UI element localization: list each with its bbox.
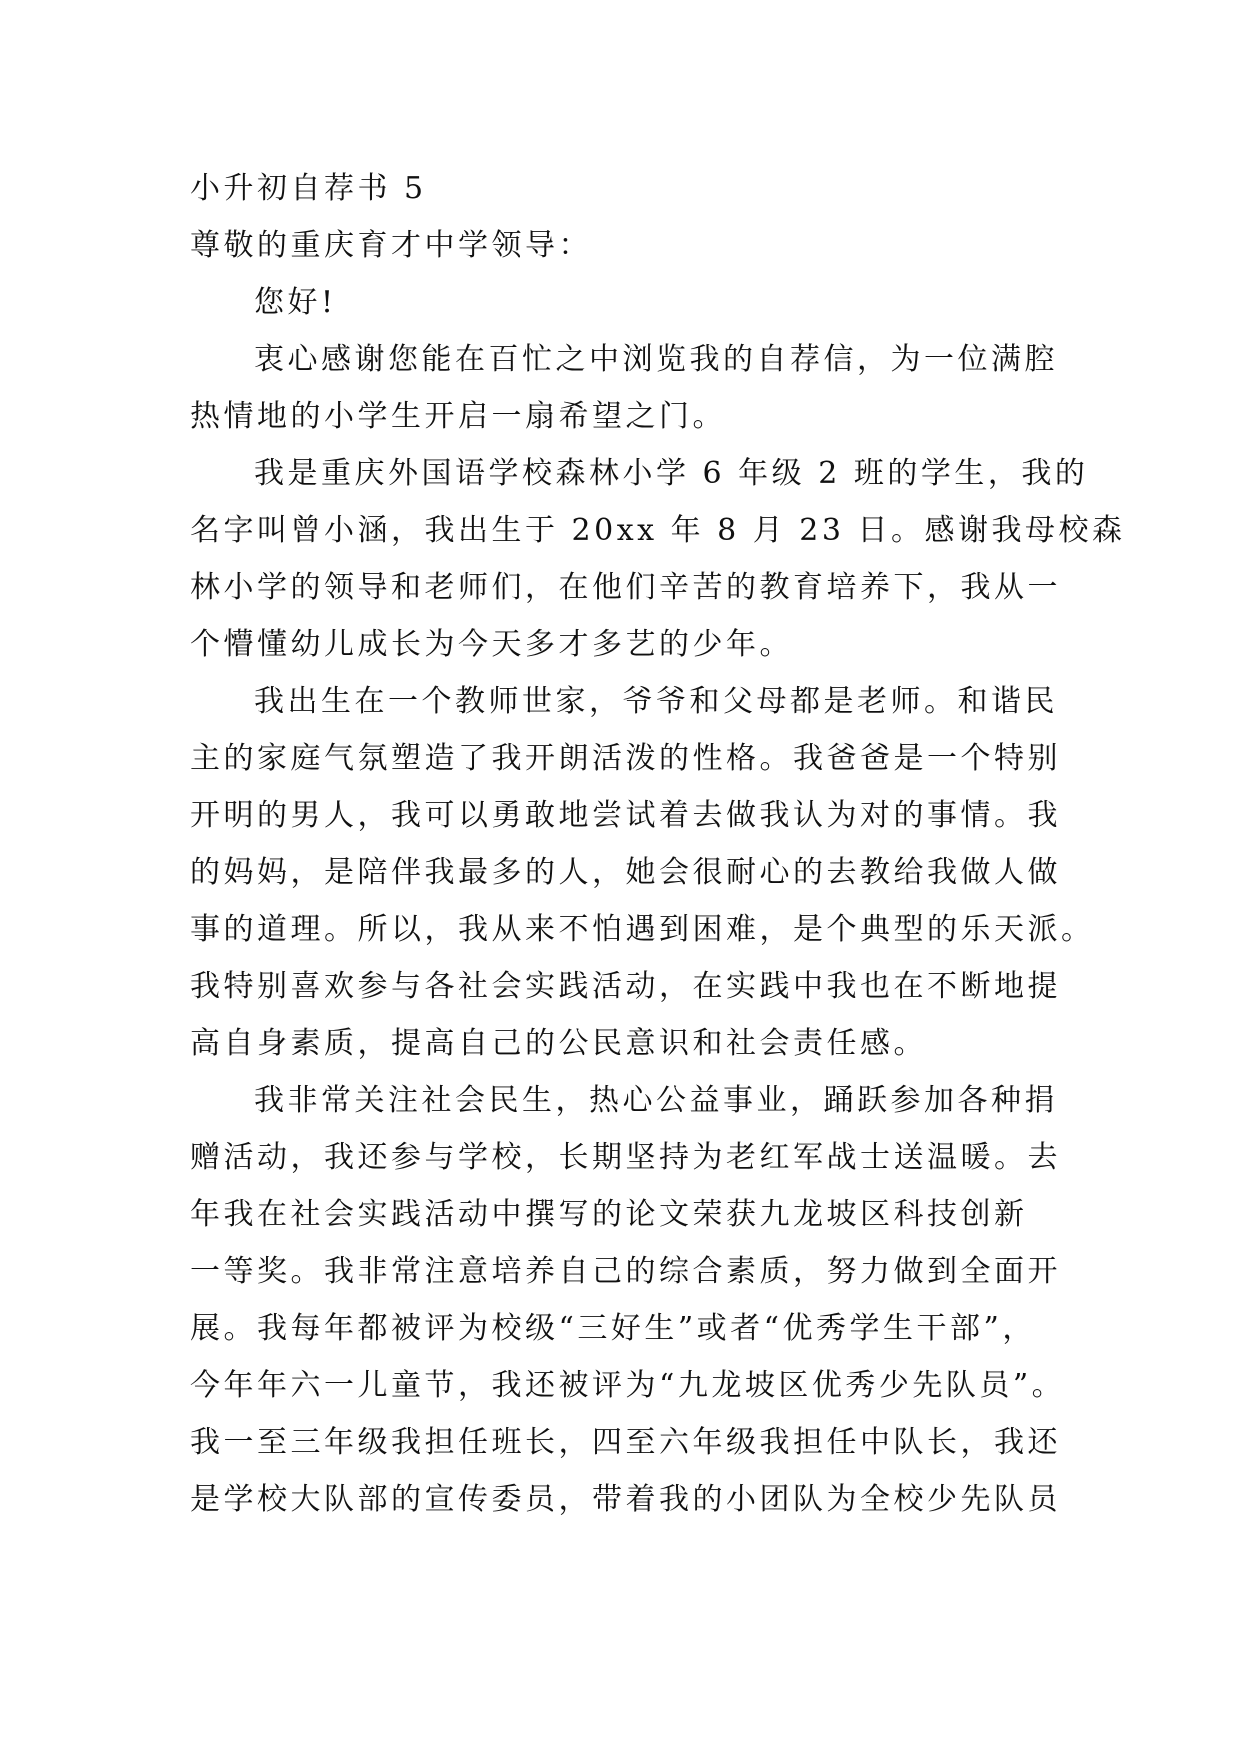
paragraph-line: 开明的男人，我可以勇敢地尝试着去做我认为对的事情。我 xyxy=(190,798,1061,833)
document-title: 小升初自荐书 5 xyxy=(190,171,427,206)
paragraph-4 xyxy=(190,1072,1066,1528)
paragraph-line: 我非常关注社会民生，热心公益事业，踊跃参加各种捐 xyxy=(254,1083,1058,1118)
paragraph-line: 我是重庆外国语学校森林小学 6 年级 2 班的学生，我的 xyxy=(254,456,1089,491)
salutation: 尊敬的重庆育才中学领导： xyxy=(190,228,592,263)
greeting: 您好! xyxy=(254,285,337,320)
paragraph-2 xyxy=(190,445,1126,673)
paragraph-line: 林小学的领导和老师们，在他们辛苦的教育培养下，我从一 xyxy=(190,570,1061,605)
paragraph-line: 的妈妈，是陪伴我最多的人，她会很耐心的去教给我做人做 xyxy=(190,855,1061,890)
paragraph-line: 我一至三年级我担任班长，四至六年级我担任中队长，我还 xyxy=(190,1425,1061,1460)
paragraph-line: 主的家庭气氛塑造了我开朗活泼的性格。我爸爸是一个特别 xyxy=(190,741,1061,776)
paragraph-line: 高自身素质，提高自己的公民意识和社会责任感。 xyxy=(190,1026,927,1061)
paragraph-line: 年我在社会实践活动中撰写的论文荣获九龙坡区科技创新 xyxy=(190,1197,1028,1232)
paragraph-line: 我特别喜欢参与各社会实践活动，在实践中我也在不断地提 xyxy=(190,969,1061,1004)
paragraph-line: 今年年六一儿童节，我还被评为“九龙坡区优秀少先队员”。 xyxy=(190,1368,1066,1403)
paragraph-3 xyxy=(190,673,1095,1072)
paragraph-line: 我出生在一个教师世家，爷爷和父母都是老师。和谐民 xyxy=(254,684,1058,719)
paragraph-line: 名字叫曾小涵，我出生于 20xx 年 8 月 23 日。感谢我母校森 xyxy=(190,513,1126,548)
paragraph-line: 事的道理。所以，我从来不怕遇到困难，是个典型的乐天派。 xyxy=(190,912,1095,947)
paragraph-line: 一等奖。我非常注意培养自己的综合素质，努力做到全面开 xyxy=(190,1254,1061,1289)
paragraph-line: 个懵懂幼儿成长为今天多才多艺的少年。 xyxy=(190,627,793,662)
paragraph-line: 是学校大队部的宣传委员，带着我的小团队为全校少先队员 xyxy=(190,1482,1061,1517)
document-body xyxy=(190,160,1126,1528)
paragraph-line: 热情地的小学生开启一扇希望之门。 xyxy=(190,399,726,434)
paragraph-line: 赠活动，我还参与学校，长期坚持为老红军战士送温暖。去 xyxy=(190,1140,1061,1175)
paragraph-line: 展。我每年都被评为校级“三好生”或者“优秀学生干部”， xyxy=(190,1311,1036,1346)
paragraph-1 xyxy=(190,331,1058,445)
paragraph-line: 衷心感谢您能在百忙之中浏览我的自荐信，为一位满腔 xyxy=(254,342,1058,377)
